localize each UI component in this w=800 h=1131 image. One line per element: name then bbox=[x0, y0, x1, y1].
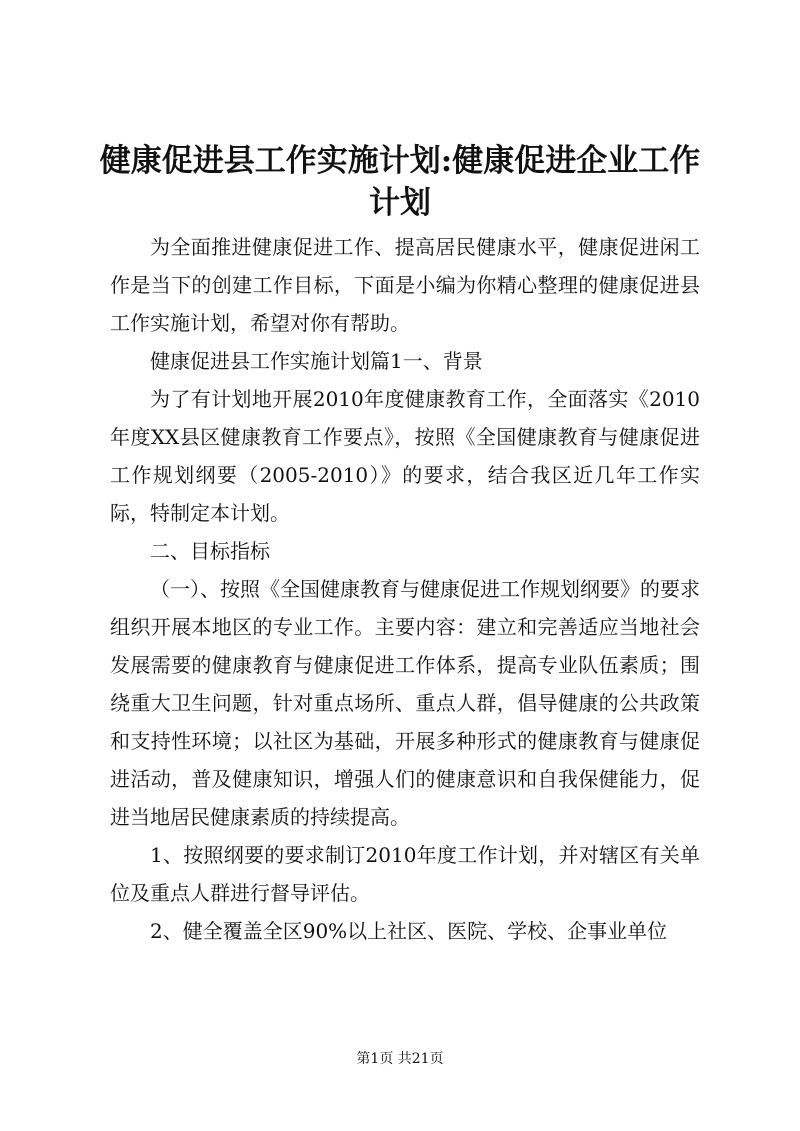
paragraph-background-content: 为了有计划地开展2010年度健康教育工作，全面落实《2010年度XX县区健康教育工作要点》，按照《全国健康教育与健康促进工作规划纲要（2005-2010）》的要求，结合我区近几年工作实际，特制定本计划。 bbox=[110, 387, 700, 525]
paragraph-item-2: 2、健全覆盖全区90%以上社区、医院、学校、企事业单位 bbox=[150, 919, 668, 943]
page-number-footer: 第1页 共21页 bbox=[356, 1051, 444, 1067]
paragraph-section-background: 健康促进县工作实施计划篇1一、背景 bbox=[150, 349, 483, 373]
paragraph-intro: 为全面推进健康促进工作、提高居民健康水平，健康促进闲工作是当下的创建工作目标，下面是小编为你精心整理的健康促进县工作实施计划，希望对你有帮助。 bbox=[110, 235, 700, 335]
document-title: 健康促进县工作实施计划:健康促进企业工作计划 bbox=[99, 143, 701, 221]
document-body bbox=[110, 228, 700, 950]
paragraph-item-1: 1、按照纲要的要求制订2010年度工作计划，并对辖区有关单位及重点人群进行督导评估。 bbox=[110, 843, 700, 905]
paragraph-targets-content: （一）、按照《全国健康教育与健康促进工作规划纲要》的要求组织开展本地区的专业工作。主要内容：建立和完善适应当地社会发展需要的健康教育与健康促进工作体系，提高专业队伍素质；围绕重大卫生问题，针对重点场所、重点人群，倡导健康的公共政策和支持性环境；以社区为基础，开展多种形式的健康教育与健康促进活动，普及健康知识，增强人们的健康意识和自我保健能力，促进当地居民健康素质的持续提高。 bbox=[110, 577, 700, 829]
paragraph-section-targets: 二、目标指标 bbox=[150, 539, 270, 563]
